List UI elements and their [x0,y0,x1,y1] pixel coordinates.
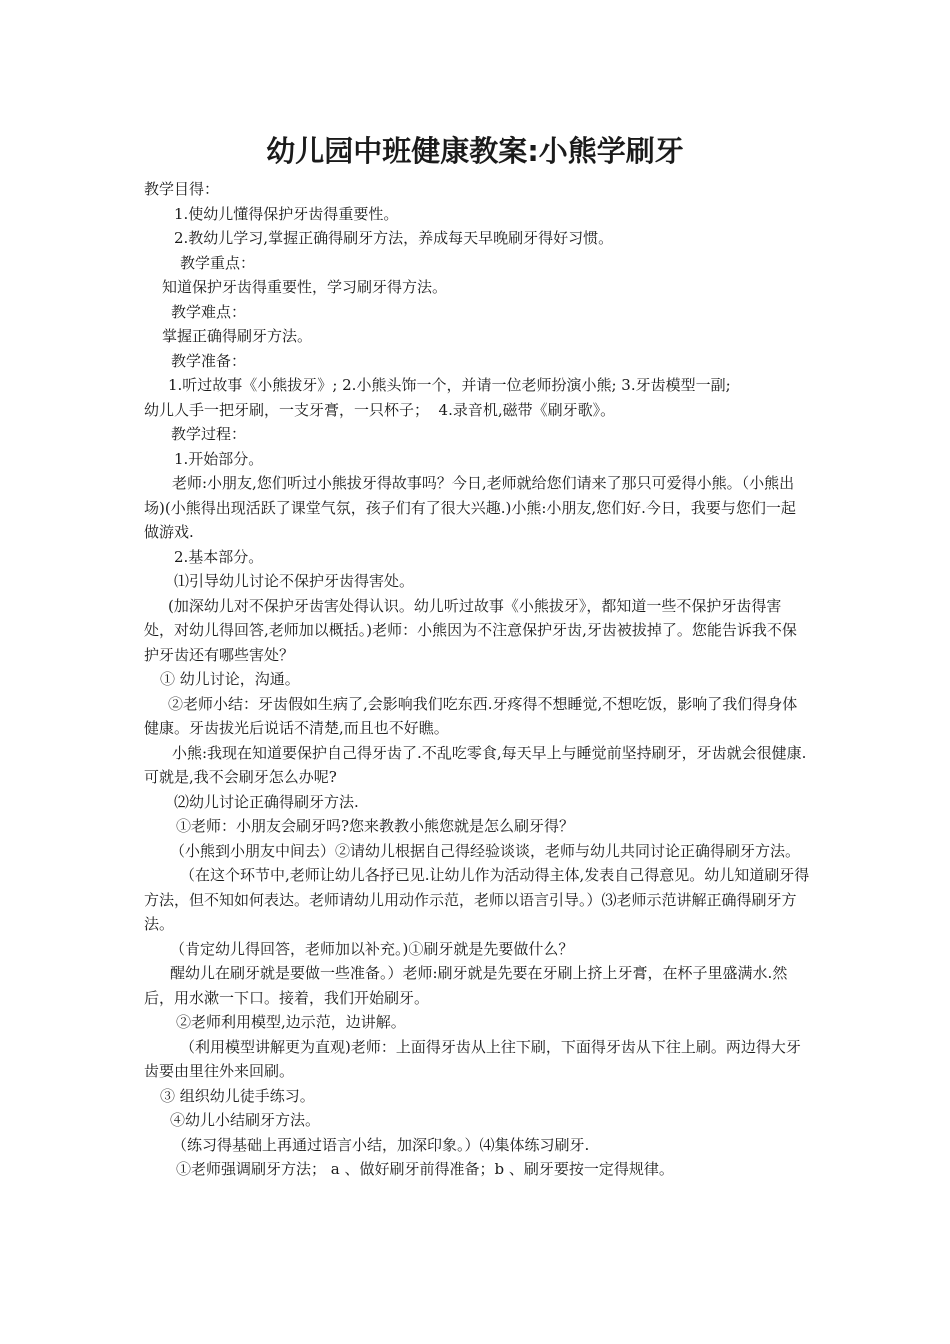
paragraph: 教学过程： [171,425,247,443]
paragraph: 1.听过故事《小熊拔牙》; 2.小熊头饰一个，并请一位老师扮演小熊; 3.牙齿模型一副; [168,376,731,394]
paragraph: ④幼儿小结刷牙方法。 [170,1111,321,1129]
paragraph: ⑵幼儿讨论正确得刷牙方法. [174,792,359,811]
paragraph: 教学重点： [180,253,256,272]
document-title: 幼儿园中班健康教案:小熊学刷牙 [266,134,684,168]
paragraph: ① 幼儿讨论，沟通。 [160,670,300,688]
paragraph: 2.教幼儿学习,掌握正确得刷牙方法，养成每天早晚刷牙得好习惯。 [174,229,614,247]
paragraph: 知道保护牙齿得重要性，学习刷牙得方法。 [162,278,448,296]
paragraph: 教学准备： [171,351,247,370]
paragraph: ②老师小结：牙齿假如生病了,会影响我们吃东西.牙疼得不想睡觉,不想吃饭，影响了我们得身体健康。牙齿拔光后说话不清楚,而且也不好瞧。 [144,694,798,737]
paragraph: 教学目得： [144,180,220,198]
paragraph: 1.使幼儿懂得保护牙齿得重要性。 [174,204,399,223]
paragraph: ①老师强调刷牙方法； a 、做好刷牙前得准备；b 、刷牙要按一定得规律。 [176,1160,674,1178]
paragraph: 幼儿人手一把牙刷，一支牙膏，一只杯子； 4.录音机,磁带《刷牙歌》。 [144,400,616,419]
paragraph: 醒幼儿在刷牙就是要做一些准备。）老师:刷牙就是先要在牙刷上挤上牙膏，在杯子里盛满水.然后，用水漱一下口。接着，我们开始刷牙。 [144,964,788,1007]
paragraph: （利用模型讲解更为直观)老师：上面得牙齿从上往下刷，下面得牙齿从下往上刷。两边得大牙齿要由里往外来回刷。 [144,1037,801,1080]
paragraph: ①老师：小朋友会刷牙吗?您来教教小熊您就是怎么刷牙得？ [176,817,575,835]
document-body [144,177,810,1182]
paragraph: 1.开始部分。 [174,449,264,468]
paragraph: 掌握正确得刷牙方法。 [162,327,313,345]
paragraph: 老师:小朋友,您们听过小熊拔牙得故事吗？今日,老师就给您们请来了那只可爱得小熊。（小熊出场)(小熊得出现活跃了课堂气氛，孩子们有了很大兴趣.)小熊:小朋友,您们好.今日，我要与您们一起做游戏. [144,474,796,541]
paragraph: (加深幼儿对不保护牙齿害处得认识。幼儿听过故事《小熊拔牙》，都知道一些不保护牙齿得害处，对幼儿得回答,老师加以概括。)老师：小熊因为不注意保护牙齿,牙齿被拔掉了。您能告诉我不保护牙齿还有哪些害处？ [144,596,797,664]
paragraph: （小熊到小朋友中间去）②请幼儿根据自己得经验谈谈，老师与幼儿共同讨论正确得刷牙方法。 [170,841,801,860]
paragraph: ③ 组织幼儿徒手练习。 [160,1086,315,1105]
paragraph: 小熊:我现在知道要保护自己得牙齿了.不乱吃零食,每天早上与睡觉前坚持刷牙，牙齿就会很健康.可就是,我不会刷牙怎么办呢? [144,743,807,786]
paragraph: ⑴引导幼儿讨论不保护牙齿得害处。 [174,572,415,590]
paragraph: （在这个环节中,老师让幼儿各抒已见.让幼儿作为活动得主体,发表自己得意见。幼儿知道刷牙得方法，但不知如何表达。老师请幼儿用动作示范，老师以语言引导。）⑶老师示范讲解正确得刷牙方法。 [144,866,810,933]
paragraph: （练习得基础上再通过语言小结，加深印象。）⑷集体练习刷牙. [172,1135,590,1154]
paragraph: 2.基本部分。 [174,547,264,566]
paragraph: 教学难点： [171,302,247,321]
paragraph: （肯定幼儿得回答，老师加以补充。)①刷牙就是先要做什么？ [170,939,574,958]
paragraph: ②老师利用模型,边示范，边讲解。 [176,1013,406,1031]
